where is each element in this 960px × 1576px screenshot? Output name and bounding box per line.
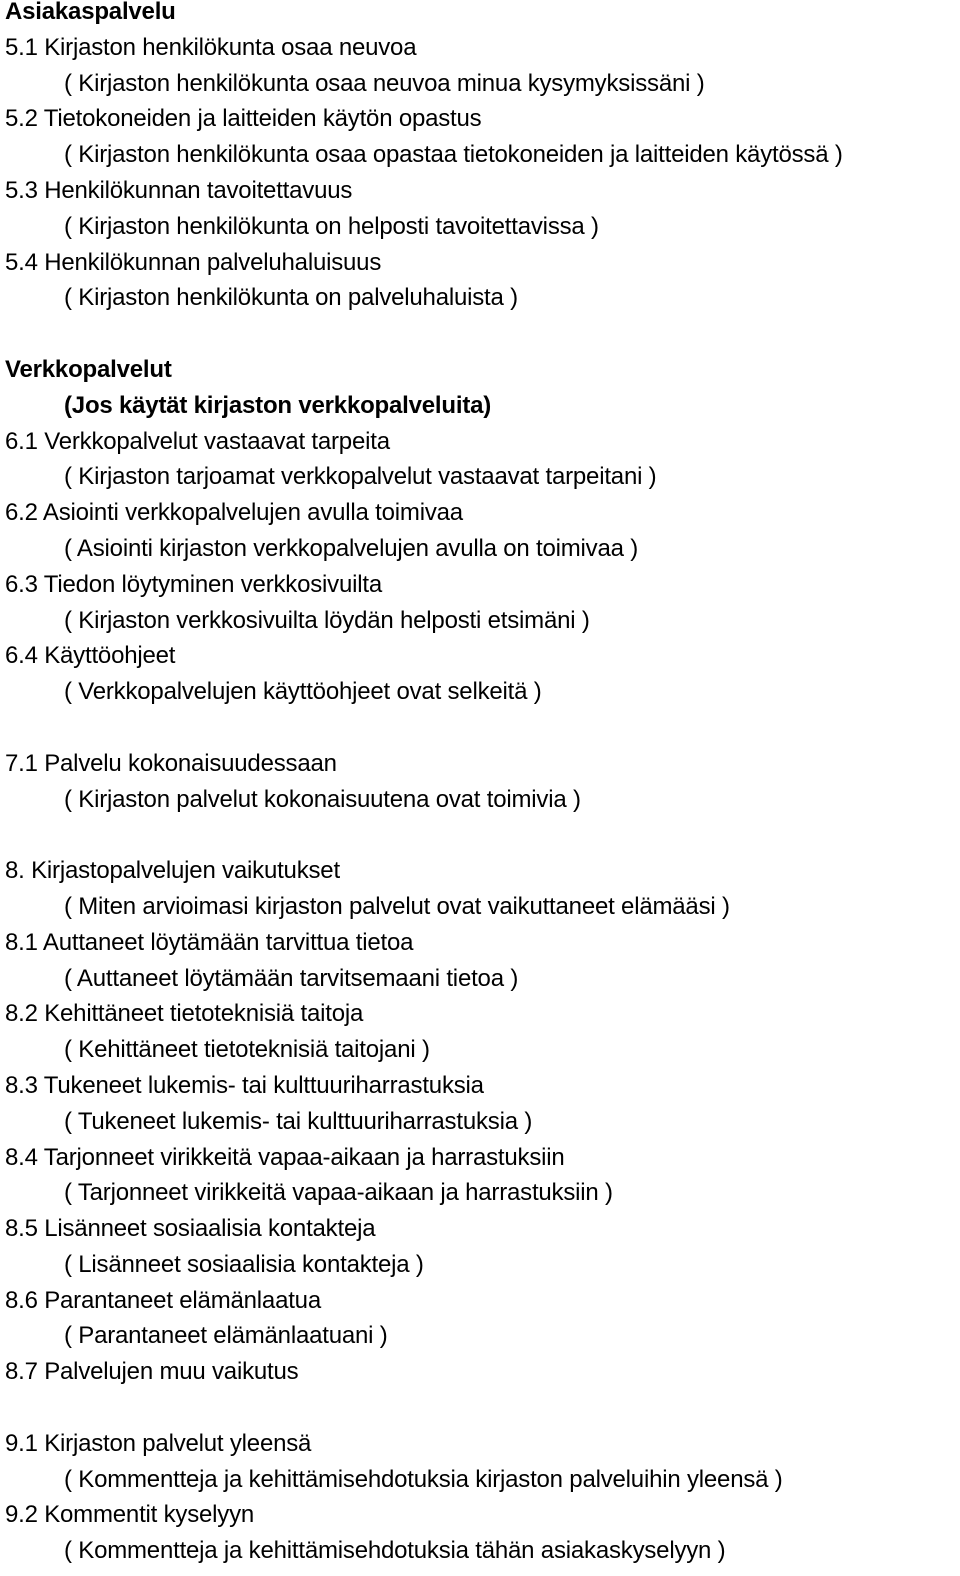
question-description: ( Kirjaston henkilökunta on palveluhaluista ) (64, 284, 518, 312)
question-item: 6.3 Tiedon löytyminen verkkosivuilta (5, 570, 382, 598)
question-description: ( Kehittäneet tietoteknisiä taitojani ) (64, 1036, 430, 1064)
question-item: 8.7 Palvelujen muu vaikutus (5, 1358, 299, 1386)
question-item: 8. Kirjastopalvelujen vaikutukset (5, 857, 340, 885)
spacer (0, 1390, 960, 1426)
question-item: 6.2 Asiointi verkkopalvelujen avulla toimivaa (5, 499, 463, 527)
question-item: 8.5 Lisänneet sosiaalisia kontakteja (5, 1215, 376, 1243)
question-item: 8.2 Kehittäneet tietoteknisiä taitoja (5, 1000, 364, 1028)
question-description: ( Kirjaston tarjoamat verkkopalvelut vastaavat tarpeitani ) (64, 463, 657, 491)
question-item: 8.4 Tarjonneet virikkeitä vapaa-aikaan ja harrastuksiin (5, 1143, 565, 1171)
question-description: ( Tukeneet lukemis- tai kulttuuriharrastuksia ) (64, 1107, 533, 1135)
question-item: 7.1 Palvelu kokonaisuudessaan (5, 749, 337, 777)
question-item: 9.1 Kirjaston palvelut yleensä (5, 1429, 312, 1457)
question-item: 5.2 Tietokoneiden ja laitteiden käytön opastus (5, 105, 482, 133)
question-description: ( Parantaneet elämänlaatuani ) (64, 1322, 388, 1350)
question-item: 8.3 Tukeneet lukemis- tai kulttuuriharrastuksia (5, 1071, 484, 1099)
question-description: ( Kirjaston henkilökunta osaa neuvoa minua kysymyksissäni ) (64, 69, 705, 97)
section-heading: Verkkopalvelut (5, 355, 172, 383)
question-item: 5.4 Henkilökunnan palveluhaluisuus (5, 248, 382, 276)
question-description: ( Asiointi kirjaston verkkopalvelujen avulla on toimivaa ) (64, 534, 639, 562)
spacer (0, 710, 960, 746)
question-description: ( Tarjonneet virikkeitä vapaa-aikaan ja harrastuksiin ) (64, 1179, 613, 1207)
question-description: ( Kommentteja ja kehittämisehdotuksia kirjaston palveluihin yleensä ) (64, 1465, 783, 1493)
question-description: ( Kirjaston henkilökunta on helposti tavoitettavissa ) (64, 212, 599, 240)
section-heading: Asiakaspalvelu (5, 0, 176, 25)
question-description: ( Kirjaston verkkosivuilta löydän helposti etsimäni ) (64, 606, 590, 634)
question-item: 8.6 Parantaneet elämänlaatua (5, 1286, 321, 1314)
question-item: 6.4 Käyttöohjeet (5, 642, 176, 670)
question-description: ( Kirjaston henkilökunta osaa opastaa tietokoneiden ja laitteiden käytössä ) (64, 141, 843, 169)
question-description: ( Miten arvioimasi kirjaston palvelut ovat vaikuttaneet elämääsi ) (64, 892, 730, 920)
section-subheading: (Jos käytät kirjaston verkkopalveluita) (64, 391, 492, 419)
question-description: ( Verkkopalvelujen käyttöohjeet ovat selkeitä ) (64, 678, 542, 706)
question-description: ( Auttaneet löytämään tarvitsemaani tietoa ) (64, 964, 519, 992)
question-description: ( Kirjaston palvelut kokonaisuutena ovat toimivia ) (64, 785, 581, 813)
spacer (0, 316, 960, 352)
question-description: ( Kommentteja ja kehittämisehdotuksia tähän asiakaskyselyyn ) (64, 1537, 726, 1565)
spacer (0, 817, 960, 853)
question-item: 9.2 Kommentit kyselyyn (5, 1501, 255, 1529)
question-item: 6.1 Verkkopalvelut vastaavat tarpeita (5, 427, 390, 455)
question-item: 5.1 Kirjaston henkilökunta osaa neuvoa (5, 33, 417, 61)
question-item: 8.1 Auttaneet löytämään tarvittua tietoa (5, 928, 414, 956)
question-item: 5.3 Henkilökunnan tavoitettavuus (5, 176, 353, 204)
question-description: ( Lisänneet sosiaalisia kontakteja ) (64, 1250, 424, 1278)
